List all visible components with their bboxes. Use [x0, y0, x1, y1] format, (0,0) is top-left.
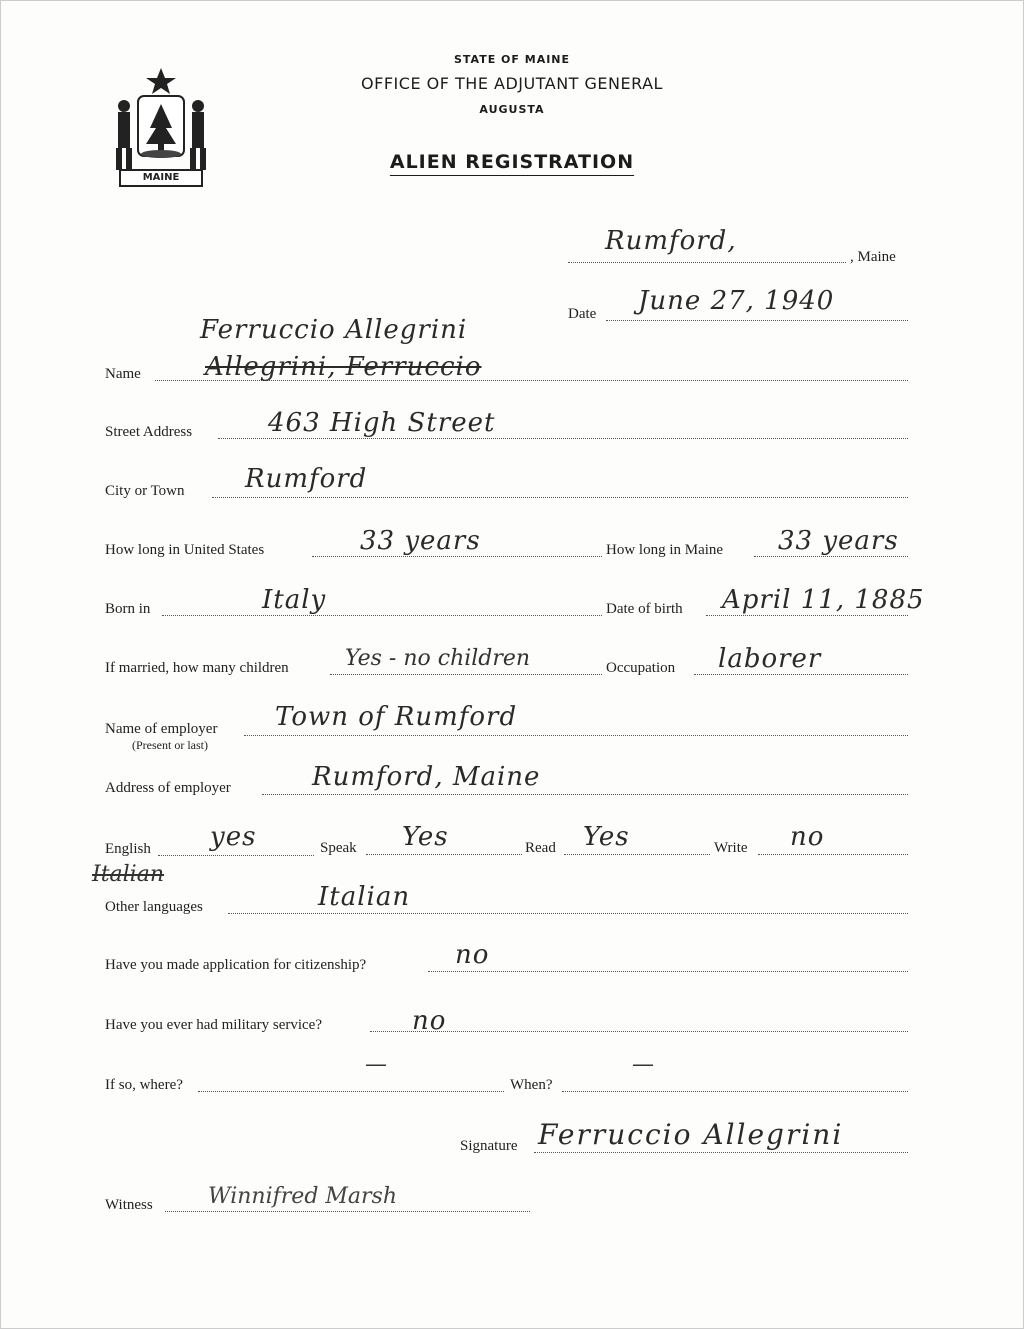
date-line: [606, 320, 908, 321]
occupation-value: laborer: [718, 644, 822, 674]
when-line: [562, 1091, 908, 1092]
citizenship-value: no: [455, 940, 490, 970]
dob-value: April 11, 1885: [722, 585, 925, 615]
other-languages-value: Italian: [318, 882, 411, 912]
when-value: —: [632, 1052, 654, 1077]
years-maine-line: [754, 556, 908, 557]
children-label: If married, how many children: [105, 660, 289, 676]
employer-line: [244, 735, 908, 736]
write-line: [758, 854, 908, 855]
occupation-line: [694, 674, 908, 675]
military-line: [370, 1031, 908, 1032]
form-title: ALIEN REGISTRATION: [389, 151, 635, 173]
read-value: Yes: [583, 822, 630, 852]
years-us-line: [312, 556, 602, 557]
write-label: Write: [714, 840, 748, 856]
employer-address-line: [262, 794, 908, 795]
born-line: [162, 615, 602, 616]
place-value: Rumford,: [605, 226, 737, 256]
other-languages-line: [228, 913, 908, 914]
street-value: 463 High Street: [268, 408, 496, 438]
street-label: Street Address: [105, 424, 193, 440]
dob-line: [706, 615, 908, 616]
date-label: Date: [568, 306, 597, 322]
witness-label: Witness: [105, 1197, 153, 1213]
years-maine-value: 33 years: [778, 526, 899, 556]
born-value: Italy: [262, 585, 327, 615]
children-value: Yes - no children: [345, 646, 531, 671]
english-label: English: [105, 841, 151, 857]
where-value: —: [365, 1052, 387, 1077]
born-label: Born in: [105, 601, 151, 617]
years-us-value: 33 years: [360, 526, 481, 556]
occupation-label: Occupation: [606, 660, 676, 676]
children-line: [330, 674, 602, 675]
english-struck-value: Italian: [92, 862, 165, 887]
read-line: [564, 854, 710, 855]
signature-line: [534, 1152, 908, 1153]
city-line: [212, 497, 908, 498]
citizenship-line: [428, 971, 908, 972]
speak-value: Yes: [402, 822, 449, 852]
years-us-label: How long in United States: [105, 542, 265, 558]
city-heading: AUGUSTA: [479, 103, 545, 116]
signature-value: Ferruccio Allegrini: [538, 1118, 844, 1151]
employer-value: Town of Rumford: [275, 702, 518, 732]
employer-sublabel: (Present or last): [132, 738, 208, 752]
city-label: City or Town: [105, 483, 185, 499]
military-value: no: [412, 1006, 447, 1036]
military-label: Have you ever had military service?: [105, 1017, 322, 1033]
place-line: [568, 262, 846, 263]
employer-address-value: Rumford, Maine: [312, 762, 541, 792]
office-heading: OFFICE OF THE ADJUTANT GENERAL: [361, 74, 663, 93]
witness-value: Winnifred Marsh: [208, 1184, 398, 1209]
name-above-value: Ferruccio Allegrini: [200, 315, 468, 345]
english-value: yes: [210, 822, 257, 852]
seal-lettering: MAINE: [142, 172, 180, 183]
years-maine-label: How long in Maine: [606, 542, 724, 558]
street-line: [218, 438, 908, 439]
where-line: [198, 1091, 504, 1092]
english-line: [158, 855, 314, 856]
citizenship-label: Have you made application for citizenship?: [105, 957, 367, 973]
dob-label: Date of birth: [606, 601, 683, 617]
when-label: When?: [510, 1077, 553, 1093]
name-label: Name: [105, 366, 141, 382]
read-label: Read: [525, 840, 556, 856]
write-value: no: [790, 822, 825, 852]
employer-address-label: Address of employer: [105, 780, 231, 796]
speak-line: [366, 854, 522, 855]
speak-label: Speak: [320, 840, 357, 856]
witness-line: [165, 1211, 530, 1212]
date-value: June 27, 1940: [638, 286, 835, 316]
state-heading: STATE OF MAINE: [453, 53, 571, 66]
city-value: Rumford: [245, 464, 368, 494]
employer-label: Name of employer: [105, 721, 218, 737]
name-value: Allegrini, Ferruccio: [205, 352, 482, 382]
signature-label: Signature: [460, 1138, 518, 1154]
place-suffix: , Maine: [850, 249, 896, 265]
where-label: If so, where?: [105, 1077, 183, 1093]
other-languages-label: Other languages: [105, 899, 203, 915]
